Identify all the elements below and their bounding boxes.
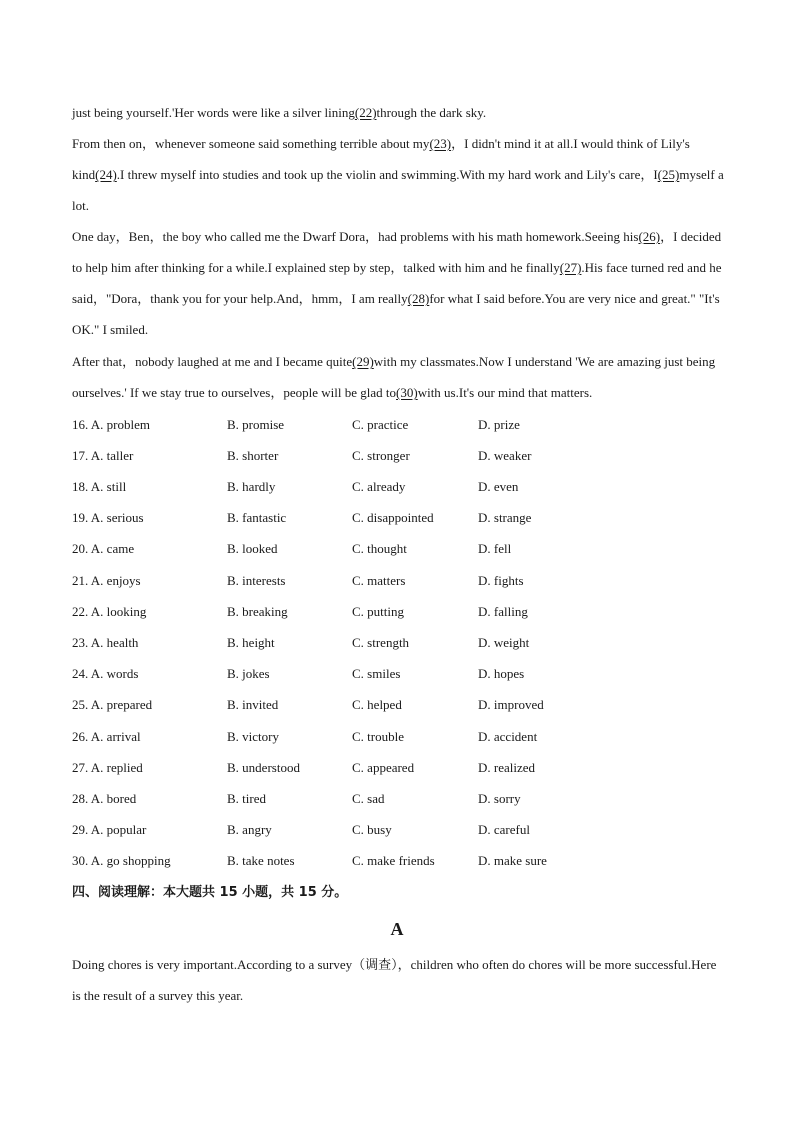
passage-text: After that，nobody laughed at me and I became quite bbox=[72, 354, 353, 369]
option-a: 19. A. serious bbox=[72, 510, 144, 525]
question-30 bbox=[72, 845, 724, 876]
option-c: C. busy bbox=[352, 822, 392, 837]
passage-text: From then on，whenever someone said something terrible about my bbox=[72, 136, 430, 151]
option-d: D. hopes bbox=[478, 666, 525, 681]
option-b: B. fantastic bbox=[227, 510, 287, 525]
option-d: D. falling bbox=[478, 604, 528, 619]
question-27 bbox=[72, 752, 724, 783]
option-d: D. fell bbox=[478, 541, 512, 556]
option-a: 24. A. words bbox=[72, 666, 139, 681]
option-c: C. strength bbox=[352, 635, 410, 650]
option-a: 22. A. looking bbox=[72, 604, 147, 619]
option-a: 25. A. prepared bbox=[72, 697, 153, 712]
option-b: B. hardly bbox=[227, 479, 276, 494]
option-c: C. already bbox=[352, 479, 406, 494]
passage-text: .His face turned red and he said，"Dora，thank you for your help.And，hmm，I am really bbox=[72, 260, 722, 306]
option-a: 21. A. enjoys bbox=[72, 573, 141, 588]
question-19 bbox=[72, 502, 724, 533]
option-a: 17. A. taller bbox=[72, 448, 134, 463]
passage-text: ，I didn't mind it at all.I would think of Lily's kind bbox=[72, 136, 690, 182]
blank-30: (30) bbox=[396, 385, 418, 400]
passage-text: ，I decided to help him after thinking for a while.I explained step by step，talked with him and he finally bbox=[72, 229, 722, 275]
blank-24: (24) bbox=[95, 167, 117, 182]
option-c: C. thought bbox=[352, 541, 407, 556]
option-d: D. make sure bbox=[478, 853, 547, 868]
option-a: 27. A. replied bbox=[72, 760, 143, 775]
option-b: B. jokes bbox=[227, 666, 270, 681]
option-b: B. understood bbox=[227, 760, 300, 775]
blank-28: (28) bbox=[407, 291, 430, 306]
passage-text: for what I said before.You are very nice and great." "It's OK." I smiled. bbox=[72, 291, 720, 337]
option-b: B. victory bbox=[227, 729, 279, 744]
blank-26: (26) bbox=[638, 229, 661, 244]
option-c: C. practice bbox=[352, 417, 409, 432]
option-a: 16. A. problem bbox=[72, 417, 150, 432]
passage-text: through the dark sky. bbox=[376, 105, 487, 120]
option-d: D. weight bbox=[478, 635, 530, 650]
reading-intro-paragraph: Doing chores is very important.According to a survey（调查），children who often do chores will be more successful.Here is the result of a survey this year. bbox=[72, 957, 717, 1003]
option-c: C. trouble bbox=[352, 729, 404, 744]
passage-paragraph-2 bbox=[72, 128, 724, 221]
option-a: 20. A. came bbox=[72, 541, 135, 556]
option-a: 29. A. popular bbox=[72, 822, 147, 837]
passage-text: .I threw myself into studies and took up the violin and swimming.With my hard work and Lily's care，I bbox=[116, 167, 658, 182]
option-d: D. weaker bbox=[478, 448, 532, 463]
question-26 bbox=[72, 721, 724, 752]
option-b: B. height bbox=[227, 635, 275, 650]
option-c: C. appeared bbox=[352, 760, 415, 775]
passage-text: with my classmates.Now I understand 'We are amazing just being ourselves.' If we stay true to ourselves，people will be glad to bbox=[72, 354, 716, 400]
option-d: D. prize bbox=[478, 417, 520, 432]
passage-text: with us.It's our mind that matters. bbox=[417, 385, 593, 400]
option-a: 18. A. still bbox=[72, 479, 127, 494]
passage-letter-a: A bbox=[390, 919, 404, 939]
passage-paragraph-1 bbox=[72, 97, 724, 128]
option-b: B. tired bbox=[227, 791, 266, 806]
passage-paragraph-4 bbox=[72, 346, 724, 408]
option-a: 30. A. go shopping bbox=[72, 853, 171, 868]
option-c: C. disappointed bbox=[352, 510, 434, 525]
option-a: 26. A. arrival bbox=[72, 729, 141, 744]
option-b: B. breaking bbox=[227, 604, 288, 619]
question-16 bbox=[72, 409, 724, 440]
option-c: C. smiles bbox=[352, 666, 401, 681]
option-a: 23. A. health bbox=[72, 635, 139, 650]
option-b: B. take notes bbox=[227, 853, 295, 868]
question-28 bbox=[72, 783, 724, 814]
option-d: D. careful bbox=[478, 822, 530, 837]
option-b: B. looked bbox=[227, 541, 278, 556]
question-21 bbox=[72, 565, 724, 596]
option-c: C. stronger bbox=[352, 448, 410, 463]
passage-text: just being yourself.'Her words were like a silver lining bbox=[72, 105, 355, 120]
question-18 bbox=[72, 471, 724, 502]
blank-22: (22) bbox=[354, 105, 377, 120]
option-c: C. putting bbox=[352, 604, 405, 619]
option-c: C. helped bbox=[352, 697, 402, 712]
question-22 bbox=[72, 596, 724, 627]
option-b: B. invited bbox=[227, 697, 279, 712]
passage-paragraph-3 bbox=[72, 221, 724, 345]
blank-27: (27) bbox=[559, 260, 582, 275]
option-c: C. sad bbox=[352, 791, 385, 806]
option-d: D. sorry bbox=[478, 791, 521, 806]
question-24 bbox=[72, 658, 724, 689]
blank-23: (23) bbox=[429, 136, 452, 151]
question-20 bbox=[72, 533, 724, 564]
blank-29: (29) bbox=[352, 354, 374, 369]
option-b: B. interests bbox=[227, 573, 286, 588]
option-d: D. accident bbox=[478, 729, 538, 744]
option-c: C. make friends bbox=[352, 853, 435, 868]
option-d: D. even bbox=[478, 479, 519, 494]
blank-25: (25) bbox=[657, 167, 680, 182]
question-23 bbox=[72, 627, 724, 658]
passage-text: myself a lot. bbox=[72, 167, 724, 213]
question-29 bbox=[72, 814, 724, 845]
question-25 bbox=[72, 689, 724, 720]
option-d: D. fights bbox=[478, 573, 524, 588]
option-d: D. strange bbox=[478, 510, 532, 525]
passage-text: One day，Ben，the boy who called me the Dwarf Dora，had problems with his math homework.Seeing his bbox=[72, 229, 639, 244]
option-b: B. angry bbox=[227, 822, 272, 837]
option-b: B. promise bbox=[227, 417, 285, 432]
option-b: B. shorter bbox=[227, 448, 279, 463]
option-a: 28. A. bored bbox=[72, 791, 137, 806]
option-c: C. matters bbox=[352, 573, 406, 588]
option-d: D. improved bbox=[478, 697, 544, 712]
question-17 bbox=[72, 440, 724, 471]
section-heading: 四、阅读理解：本大题共 15 小题，共 15 分。 bbox=[72, 885, 348, 900]
option-d: D. realized bbox=[478, 760, 536, 775]
